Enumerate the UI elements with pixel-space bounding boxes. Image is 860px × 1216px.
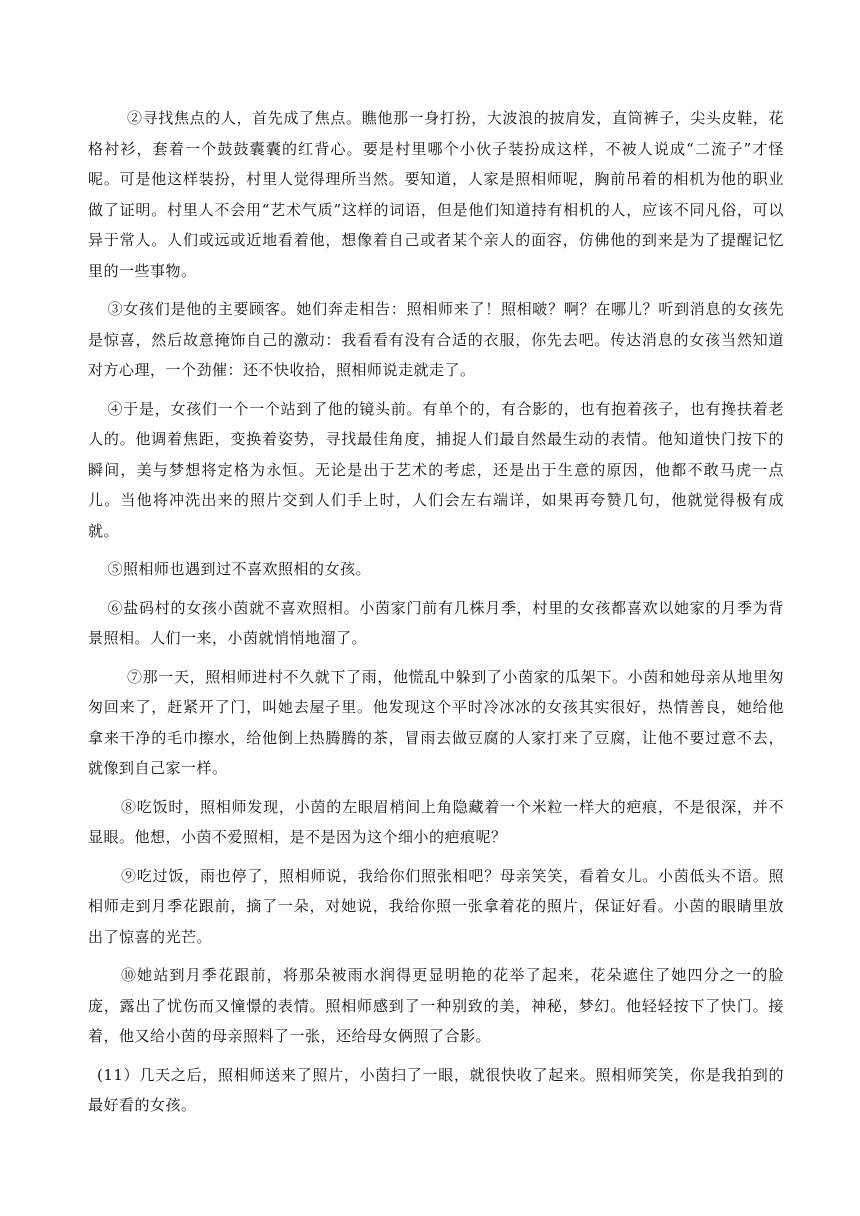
paragraph-4: ④于是，女孩们一个一个站到了他的镜头前。有单个的，有合影的，也有抱着孩子，也有搀扶着老人的。他调着焦距，变换着姿势，寻找最佳角度，捕捉人们最自然最生动的表情。他知道快门按下的瞬间，美与梦想将定格为永恒。无论是出于艺术的考虑，还是出于生意的原因，他都不敢马虎一点儿。当他将冲洗出来的照片交到人们手上时，人们会左右端详，如果再夸赞几句，他就觉得极有成就。 <box>88 399 784 540</box>
paragraph-5: ⑤照相师也遇到过不喜欢照相的女孩。 <box>107 560 372 578</box>
paragraph-2: ②寻找焦点的人，首先成了焦点。瞧他那一身打扮，大波浪的披肩发，直筒裤子，尖头皮鞋，花格衬衫，套着一个鼓鼓囊囊的红背心。要是村里哪个小伙子装扮成这样，不被人说成“二流子”才怪呢。可是他这样装扮，村里人觉得理所当然。要知道，人家是照相师呢，胸前吊着的相机为他的职业做了证明。村里人不会用“艺术气质”这样的词语，但是他们知道持有相机的人，应该不同凡俗，可以异于常人。人们或远或近地看着他，想像着自己或者某个亲人的面容，仿佛他的到来是为了提醒记忆里的一些事物。 <box>88 109 784 280</box>
paragraph-8: ⑧吃饭时，照相师发现，小茵的左眼眉梢间上角隐藏着一个米粒一样大的疤痕，不是很深，并不显眼。他想，小茵不爱照相，是不是因为这个细小的疤痕呢？ <box>88 797 784 846</box>
paragraph-3: ③女孩们是他的主要顾客。她们奔走相告：照相师来了！照相啵？啊？在哪儿？听到消息的女孩先是惊喜，然后故意掩饰自己的激动：我看看有没有合适的衣服，你先去吧。传达消息的女孩当然知道对方心理，一个劲催：还不快收拾，照相师说走就走了。 <box>88 300 784 379</box>
paragraph-9: ⑨吃过饭，雨也停了，照相师说，我给你们照张相吧？母亲笑笑，看着女儿。小茵低头不语。照相师走到月季花跟前，摘了一朵，对她说，我给你照一张拿着花的照片，保证好看。小茵的眼睛里放出了惊喜的光芒。 <box>88 866 784 946</box>
article-body <box>88 103 784 1129</box>
paragraph-7: ⑦那一天，照相师进村不久就下了雨，他慌乱中躲到了小茵家的瓜架下。小茵和她母亲从地里匆匆回来了，赶紧开了门，叫她去屋子里。他发现这个平时冷冰冰的女孩其实很好，热情善良，她给他拿来干净的毛巾擦水，给他倒上热腾腾的茶，冒雨去做豆腐的人家打来了豆腐，让他不要过意不去，就像到自己家一样。 <box>88 667 784 777</box>
paragraph-6: ⑥盐码村的女孩小茵就不喜欢照相。小茵家门前有几株月季，村里的女孩都喜欢以她家的月季为背景照相。人们一来，小茵就悄悄地溜了。 <box>88 598 784 647</box>
paragraph-11: (11）几天之后，照相师送来了照片，小茵扫了一眼，就很快收了起来。照相师笑笑，你是我拍到的最好看的女孩。 <box>88 1065 784 1114</box>
paragraph-10: ⑩她站到月季花跟前，将那朵被雨水润得更显明艳的花举了起来，花朵遮住了她四分之一的脸庞，露出了忧伤而又憧憬的表情。照相师感到了一种别致的美，神秘，梦幻。他轻轻按下了快门。接着，他又给小茵的母亲照料了一张，还给母女俩照了合影。 <box>88 966 784 1045</box>
